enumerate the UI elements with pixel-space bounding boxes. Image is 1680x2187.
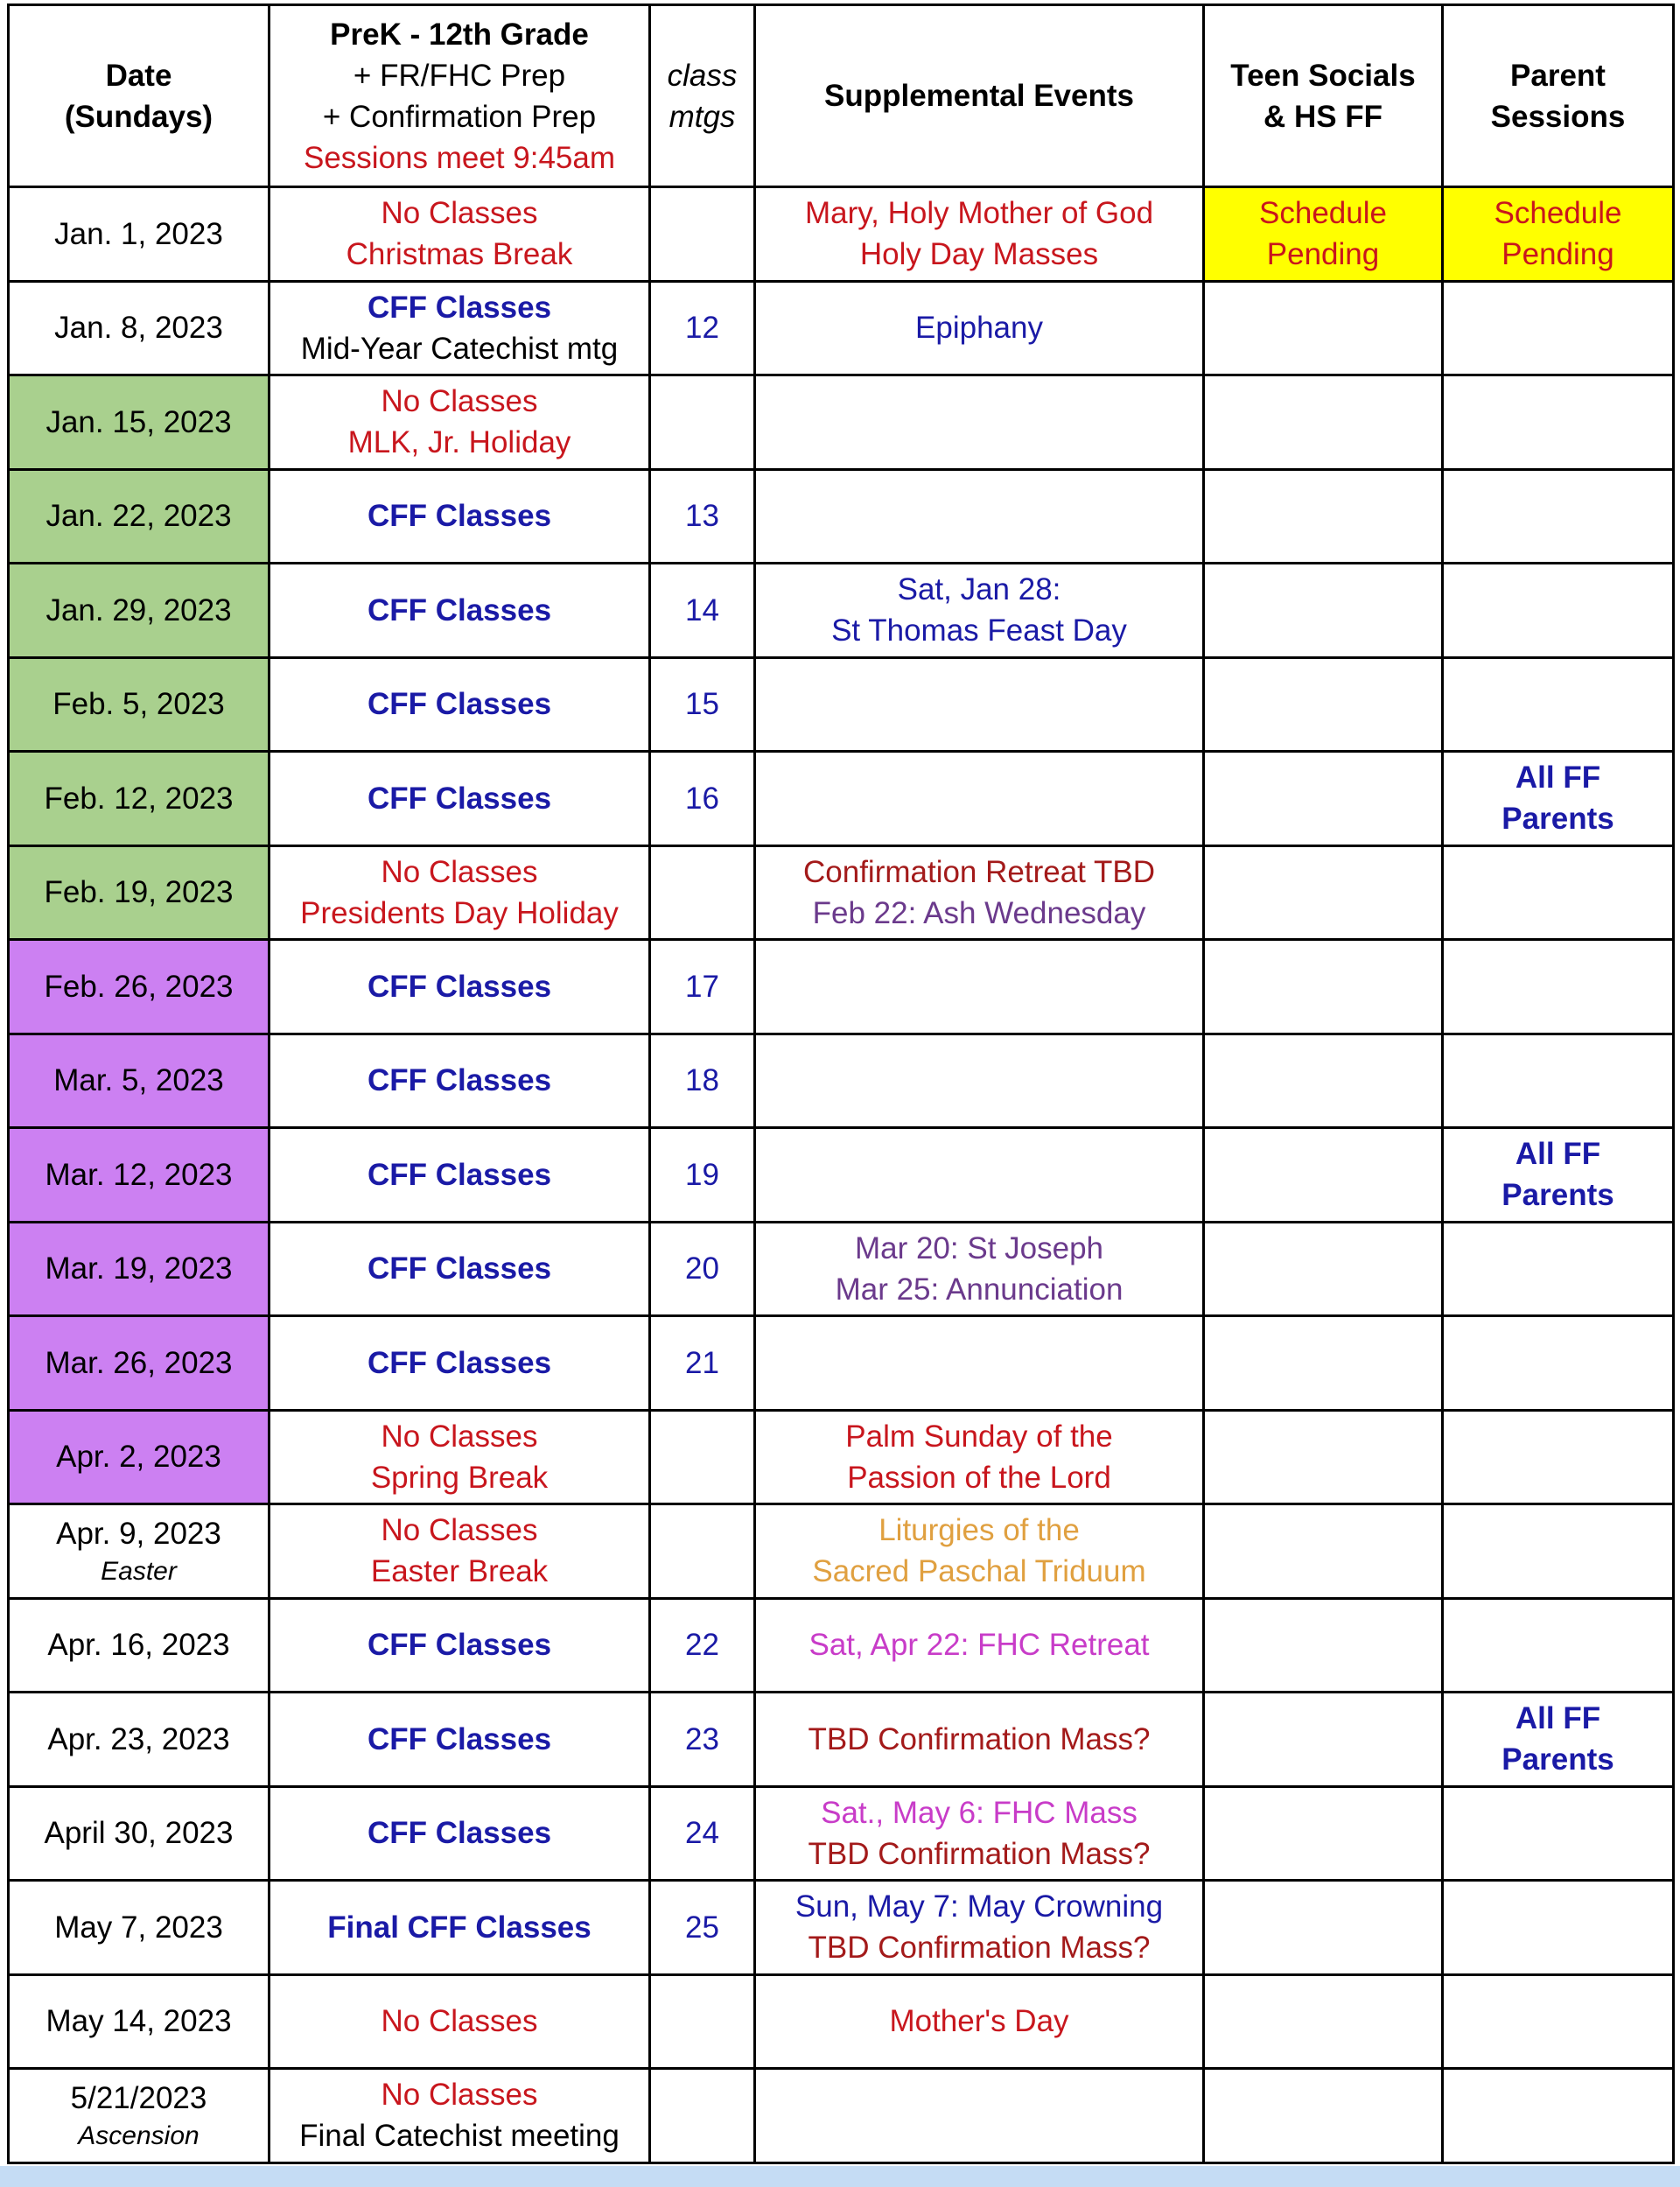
teen-cell — [1204, 1316, 1443, 1411]
table-row — [9, 657, 1674, 752]
header-mtgs-line: mtgs — [668, 99, 736, 134]
parent-cell — [1443, 564, 1674, 658]
parent-cell — [1443, 1693, 1674, 1787]
mtgs-cell — [650, 1316, 755, 1411]
teen-cell — [1204, 845, 1443, 940]
classes-cell — [270, 1693, 650, 1787]
classes-text: No Classes — [381, 1419, 538, 1454]
classes-text: CFF Classes — [367, 687, 552, 722]
mtgs-text: 18 — [685, 1063, 719, 1098]
parent-text: Parents — [1502, 1742, 1614, 1777]
table-row — [9, 752, 1674, 846]
mtgs-text: 25 — [685, 1910, 719, 1945]
parent-cell — [1443, 752, 1674, 846]
date-cell — [9, 845, 270, 940]
table-row — [9, 940, 1674, 1034]
classes-text: CFF Classes — [367, 1816, 552, 1851]
mtgs-cell — [650, 1881, 755, 1975]
table-row — [9, 1693, 1674, 1787]
event-text: Mar 25: Annunciation — [835, 1272, 1124, 1307]
teen-cell — [1204, 1693, 1443, 1787]
events-cell — [755, 1410, 1204, 1504]
header-teen-line: Teen Socials — [1230, 58, 1416, 93]
classes-text: CFF Classes — [367, 290, 552, 325]
classes-cell — [270, 1222, 650, 1316]
mtgs-cell — [650, 845, 755, 940]
mtgs-text: 13 — [685, 499, 719, 534]
teen-cell — [1204, 940, 1443, 1034]
date-cell — [9, 1786, 270, 1881]
teen-cell — [1204, 375, 1443, 470]
teen-cell — [1204, 1786, 1443, 1881]
date-cell — [9, 1410, 270, 1504]
teen-cell — [1204, 657, 1443, 752]
header-parent-line: Sessions — [1490, 99, 1626, 134]
header-mtgs-line: class — [667, 58, 738, 93]
date-cell — [9, 1974, 270, 2069]
mtgs-cell — [650, 1693, 755, 1787]
bottom-band — [0, 2166, 1680, 2187]
teen-cell — [1204, 469, 1443, 564]
events-cell — [755, 375, 1204, 470]
table-row — [9, 1128, 1674, 1223]
classes-text: No Classes — [381, 854, 538, 889]
events-cell — [755, 564, 1204, 658]
mtgs-cell — [650, 1598, 755, 1693]
mtgs-text: 20 — [685, 1251, 719, 1286]
mtgs-cell — [650, 1222, 755, 1316]
date-text: Mar. 26, 2023 — [45, 1345, 233, 1380]
classes-cell — [270, 752, 650, 846]
mtgs-cell — [650, 1034, 755, 1128]
mtgs-cell — [650, 752, 755, 846]
events-cell — [755, 752, 1204, 846]
parent-cell — [1443, 2069, 1674, 2163]
parent-cell — [1443, 469, 1674, 564]
date-cell — [9, 1222, 270, 1316]
parent-cell — [1443, 1786, 1674, 1881]
event-text: Sacred Paschal Triduum — [812, 1554, 1146, 1589]
date-text: Mar. 19, 2023 — [45, 1251, 233, 1286]
date-text: May 14, 2023 — [46, 2004, 232, 2039]
mtgs-cell — [650, 1786, 755, 1881]
events-cell — [755, 469, 1204, 564]
table-row — [9, 1881, 1674, 1975]
header-date — [9, 5, 270, 187]
date-cell — [9, 940, 270, 1034]
parent-text: Parents — [1502, 1178, 1614, 1213]
date-cell — [9, 375, 270, 470]
parent-cell — [1443, 281, 1674, 375]
classes-text: MLK, Jr. Holiday — [347, 425, 571, 460]
classes-text: CFF Classes — [367, 499, 552, 534]
table-row — [9, 187, 1674, 282]
header-row — [9, 5, 1674, 187]
table-body — [9, 187, 1674, 2163]
events-cell — [755, 845, 1204, 940]
mtgs-text: 14 — [685, 592, 719, 627]
parent-cell — [1443, 1128, 1674, 1223]
event-text: Sat, Jan 28: — [897, 572, 1061, 607]
classes-text: Christmas Break — [346, 237, 573, 272]
date-cell — [9, 1316, 270, 1411]
classes-text: CFF Classes — [367, 969, 552, 1004]
header-date-line: (Sundays) — [64, 99, 214, 134]
classes-text: No Classes — [381, 196, 538, 231]
classes-text: Final CFF Classes — [327, 1910, 592, 1945]
event-text: Confirmation Retreat TBD — [802, 854, 1155, 889]
events-cell — [755, 940, 1204, 1034]
mtgs-text: 24 — [685, 1816, 719, 1851]
mtgs-text: 22 — [685, 1628, 719, 1663]
mtgs-text: 16 — [685, 781, 719, 816]
mtgs-cell — [650, 657, 755, 752]
header-grade — [270, 5, 650, 187]
classes-text: CFF Classes — [367, 1628, 552, 1663]
date-note: Easter — [101, 1556, 177, 1586]
classes-text: Spring Break — [370, 1460, 549, 1495]
classes-text: No Classes — [381, 2004, 538, 2039]
classes-cell — [270, 1974, 650, 2069]
classes-cell — [270, 187, 650, 282]
event-text: Feb 22: Ash Wednesday — [812, 895, 1146, 930]
event-text: St Thomas Feast Day — [831, 613, 1127, 648]
date-text: Mar. 12, 2023 — [45, 1157, 233, 1192]
classes-cell — [270, 1881, 650, 1975]
classes-text: Presidents Day Holiday — [300, 895, 619, 930]
event-text: Mary, Holy Mother of God — [804, 196, 1154, 231]
date-text: Feb. 12, 2023 — [44, 781, 234, 816]
parent-text: Pending — [1502, 237, 1614, 272]
mtgs-text: 15 — [685, 687, 719, 722]
date-text: April 30, 2023 — [44, 1816, 234, 1851]
parent-cell — [1443, 1316, 1674, 1411]
teen-cell — [1204, 1504, 1443, 1599]
parent-text: All FF — [1515, 1701, 1601, 1736]
table-row — [9, 1974, 1674, 2069]
parent-text: Schedule — [1494, 196, 1622, 231]
header-grade-line: + FR/FHC Prep — [353, 58, 566, 93]
parent-cell — [1443, 845, 1674, 940]
classes-text: CFF Classes — [367, 1063, 552, 1098]
parent-cell — [1443, 1974, 1674, 2069]
header-class-mtgs — [650, 5, 755, 187]
parent-cell — [1443, 1598, 1674, 1693]
teen-cell — [1204, 1034, 1443, 1128]
date-text: Jan. 22, 2023 — [46, 499, 232, 534]
table-row — [9, 281, 1674, 375]
mtgs-cell — [650, 281, 755, 375]
event-text: Sat., May 6: FHC Mass — [821, 1795, 1138, 1830]
mtgs-text: 21 — [685, 1345, 719, 1380]
parent-cell — [1443, 1410, 1674, 1504]
event-text: Mar 20: St Joseph — [854, 1230, 1104, 1265]
table-row — [9, 469, 1674, 564]
parent-cell — [1443, 375, 1674, 470]
classes-cell — [270, 1128, 650, 1223]
date-text: Feb. 26, 2023 — [44, 969, 234, 1004]
parent-cell — [1443, 1222, 1674, 1316]
date-text: Jan. 1, 2023 — [54, 216, 223, 251]
teen-text: Pending — [1266, 237, 1380, 272]
date-text: Jan. 8, 2023 — [54, 311, 223, 346]
date-cell — [9, 469, 270, 564]
table-row — [9, 564, 1674, 658]
parent-cell — [1443, 187, 1674, 282]
events-cell — [755, 187, 1204, 282]
event-text: TBD Confirmation Mass? — [808, 1721, 1151, 1756]
table-row — [9, 845, 1674, 940]
parent-cell — [1443, 1034, 1674, 1128]
date-text: 5/21/2023 — [70, 2080, 207, 2115]
classes-cell — [270, 940, 650, 1034]
events-cell — [755, 1222, 1204, 1316]
events-cell — [755, 1316, 1204, 1411]
teen-cell — [1204, 1598, 1443, 1693]
parent-text: All FF — [1515, 761, 1601, 796]
classes-cell — [270, 1786, 650, 1881]
teen-cell — [1204, 1410, 1443, 1504]
header-grade-line: + Confirmation Prep — [322, 99, 597, 134]
classes-cell — [270, 375, 650, 470]
classes-text: Easter Break — [370, 1554, 549, 1589]
date-text: Feb. 19, 2023 — [44, 875, 234, 910]
event-text: TBD Confirmation Mass? — [808, 1836, 1151, 1871]
classes-cell — [270, 845, 650, 940]
schedule-table — [7, 4, 1675, 2164]
classes-cell — [270, 1598, 650, 1693]
classes-text: CFF Classes — [367, 1157, 552, 1192]
date-text: May 7, 2023 — [54, 1910, 223, 1945]
classes-cell — [270, 469, 650, 564]
mtgs-cell — [650, 1504, 755, 1599]
classes-cell — [270, 281, 650, 375]
events-cell — [755, 1786, 1204, 1881]
mtgs-text: 17 — [685, 969, 719, 1004]
date-text: Jan. 29, 2023 — [46, 592, 232, 627]
teen-cell — [1204, 564, 1443, 658]
header-events-line: Supplemental Events — [824, 79, 1134, 113]
header-grade-line: Sessions meet 9:45am — [303, 140, 615, 175]
classes-text: Mid-Year Catechist mtg — [300, 331, 619, 366]
event-text: Sun, May 7: May Crowning — [794, 1889, 1164, 1924]
mtgs-cell — [650, 1128, 755, 1223]
classes-cell — [270, 1034, 650, 1128]
date-cell — [9, 2069, 270, 2163]
teen-cell — [1204, 1974, 1443, 2069]
teen-cell — [1204, 281, 1443, 375]
header-teen — [1204, 5, 1443, 187]
parent-cell — [1443, 940, 1674, 1034]
event-text: Epiphany — [915, 311, 1043, 346]
mtgs-cell — [650, 469, 755, 564]
classes-text: CFF Classes — [367, 781, 552, 816]
mtgs-text: 19 — [685, 1157, 719, 1192]
classes-cell — [270, 2069, 650, 2163]
mtgs-cell — [650, 1410, 755, 1504]
date-cell — [9, 752, 270, 846]
header-date-line: Date — [105, 58, 172, 93]
classes-text: CFF Classes — [367, 1721, 552, 1756]
classes-text: CFF Classes — [367, 1251, 552, 1286]
mtgs-cell — [650, 940, 755, 1034]
table-row — [9, 1410, 1674, 1504]
header-teen-line: & HS FF — [1263, 99, 1383, 134]
date-cell — [9, 1881, 270, 1975]
event-text: Mother's Day — [889, 2004, 1069, 2039]
classes-text: No Classes — [381, 2078, 538, 2113]
classes-text: Final Catechist meeting — [299, 2119, 620, 2154]
mtgs-cell — [650, 187, 755, 282]
parent-cell — [1443, 1881, 1674, 1975]
date-cell — [9, 657, 270, 752]
date-cell — [9, 187, 270, 282]
date-cell — [9, 564, 270, 658]
classes-text: CFF Classes — [367, 592, 552, 627]
date-text: Feb. 5, 2023 — [52, 687, 225, 722]
classes-cell — [270, 1504, 650, 1599]
table-header — [9, 5, 1674, 187]
table-row — [9, 2069, 1674, 2163]
table-row — [9, 1222, 1674, 1316]
mtgs-text: 12 — [685, 311, 719, 346]
teen-cell — [1204, 1128, 1443, 1223]
events-cell — [755, 1034, 1204, 1128]
teen-text: Schedule — [1259, 196, 1387, 231]
mtgs-cell — [650, 564, 755, 658]
date-text: Mar. 5, 2023 — [53, 1063, 224, 1098]
events-cell — [755, 1598, 1204, 1693]
date-text: Apr. 23, 2023 — [47, 1721, 230, 1756]
header-grade-line: PreK - 12th Grade — [330, 17, 589, 52]
event-text: Passion of the Lord — [847, 1460, 1111, 1495]
teen-cell — [1204, 1881, 1443, 1975]
mtgs-cell — [650, 2069, 755, 2163]
parent-cell — [1443, 1504, 1674, 1599]
date-cell — [9, 1598, 270, 1693]
classes-text: No Classes — [381, 1513, 538, 1548]
events-cell — [755, 1974, 1204, 2069]
classes-text: CFF Classes — [367, 1345, 552, 1380]
events-cell — [755, 1881, 1204, 1975]
events-cell — [755, 1128, 1204, 1223]
table-row — [9, 1316, 1674, 1411]
events-cell — [755, 281, 1204, 375]
table-row — [9, 1034, 1674, 1128]
table-row — [9, 1786, 1674, 1881]
events-cell — [755, 1504, 1204, 1599]
parent-text: Parents — [1502, 802, 1614, 837]
teen-cell — [1204, 187, 1443, 282]
event-text: Liturgies of the — [878, 1513, 1080, 1548]
date-cell — [9, 1128, 270, 1223]
event-text: TBD Confirmation Mass? — [808, 1931, 1151, 1966]
date-note: Ascension — [78, 2120, 200, 2150]
header-parent-line: Parent — [1510, 58, 1606, 93]
date-cell — [9, 1034, 270, 1128]
header-parent — [1443, 5, 1674, 187]
date-cell — [9, 1693, 270, 1787]
mtgs-cell — [650, 375, 755, 470]
events-cell — [755, 2069, 1204, 2163]
event-text: Holy Day Masses — [859, 237, 1099, 272]
date-text: Apr. 2, 2023 — [56, 1440, 221, 1475]
mtgs-text: 23 — [685, 1721, 719, 1756]
parent-text: All FF — [1515, 1137, 1601, 1172]
teen-cell — [1204, 752, 1443, 846]
table-row — [9, 1504, 1674, 1599]
date-text: Apr. 16, 2023 — [47, 1628, 230, 1663]
date-text: Apr. 9, 2023 — [56, 1516, 221, 1551]
events-cell — [755, 1693, 1204, 1787]
date-cell — [9, 1504, 270, 1599]
classes-cell — [270, 1316, 650, 1411]
event-text: Sat, Apr 22: FHC Retreat — [808, 1628, 1150, 1663]
date-text: Jan. 15, 2023 — [46, 404, 232, 439]
teen-cell — [1204, 1222, 1443, 1316]
table-row — [9, 375, 1674, 470]
event-text: Palm Sunday of the — [845, 1419, 1113, 1454]
parent-cell — [1443, 657, 1674, 752]
date-cell — [9, 281, 270, 375]
classes-cell — [270, 657, 650, 752]
events-cell — [755, 657, 1204, 752]
mtgs-cell — [650, 1974, 755, 2069]
classes-cell — [270, 1410, 650, 1504]
classes-text: No Classes — [381, 384, 538, 419]
teen-cell — [1204, 2069, 1443, 2163]
table-row — [9, 1598, 1674, 1693]
classes-cell — [270, 564, 650, 658]
header-events — [755, 5, 1204, 187]
